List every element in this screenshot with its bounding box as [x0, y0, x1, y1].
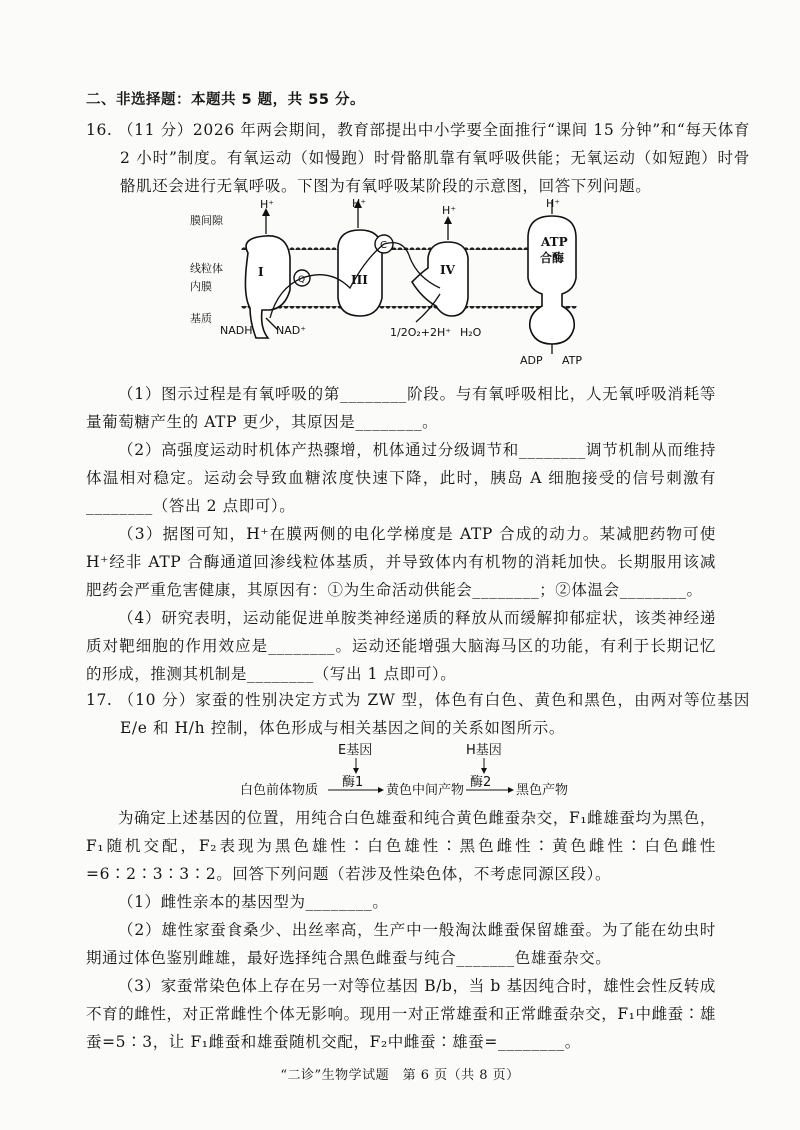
- question-16-sub1: （1）图示过程是有氧呼吸的第________阶段。与有氧呼吸相比，人无氧呼吸消耗等量葡萄糖产生的 ATP 更少，其原因是________。: [86, 385, 716, 431]
- carrier-q-label: Q: [298, 275, 306, 285]
- oxygen-label: 1/2O₂+2H⁺: [390, 326, 452, 339]
- atp-synthase-label-2: 合酶: [540, 251, 565, 265]
- h-plus-4: H⁺: [546, 198, 561, 210]
- electron-transport-diagram: [190, 198, 630, 370]
- nadh-label: NADH: [220, 324, 253, 337]
- page-footer: “二诊”生物学试题 第 6 页（共 8 页）: [280, 1068, 520, 1083]
- complex-1-label: I: [258, 265, 264, 279]
- question-17-sub1: （1）雌性亲本的基因型为________。: [118, 893, 389, 911]
- gene-e-label: E基因: [338, 743, 373, 758]
- respiration-figure: [190, 198, 630, 370]
- label-matrix: 基质: [190, 312, 212, 325]
- water-label: H₂O: [460, 326, 482, 339]
- body-color-pathway: [240, 740, 600, 804]
- black-product: 黑色产物: [516, 783, 569, 798]
- question-17-sub3: （3）家蚕常染色体上存在另一对等位基因 B/b，当 b 基因纯合时，雄性会性反转成不育的雌性，对正常雌性个体无影响。现用一对正常雄蚕和正常雌蚕杂交，F₁中雌蚕∶雄蚕=5∶3，让 F₁雌蚕和雄蚕随机交配，F₂中雌蚕∶雄蚕=________。: [86, 977, 716, 1051]
- nad-plus-label: NAD⁺: [276, 324, 307, 337]
- complex-4-label: IV: [440, 263, 455, 277]
- carrier-c-label: C: [380, 240, 387, 251]
- h-plus-2: H⁺: [352, 198, 367, 210]
- question-16-sub2: （2）高强度运动时机体产热骤增，机体通过分级调节和________调节机制从而维持体温相对稳定。运动会导致血糖浓度快速下降，此时，胰岛 A 细胞接受的信号刺激有________（答出 2 点即可）。: [86, 441, 716, 515]
- enzyme-1-label: 酶1: [342, 775, 364, 790]
- label-inner-membrane-1: 线粒体: [190, 262, 223, 275]
- label-inner-membrane-2: 内膜: [190, 280, 212, 293]
- section-title: 二、非选择题：本题共 5 题，共 55 分。: [86, 92, 365, 108]
- question-16-sub4: （4）研究表明，运动能促进单胺类神经递质的释放从而缓解抑郁症状，该类神经递质对靶细胞的作用效应是________。运动还能增强大脑海马区的功能，有利于长期记忆的形成，推测其机制是________（写出 1 点即可）。: [86, 609, 716, 683]
- atp-synthase-label-1: ATP: [541, 235, 568, 249]
- label-intermembrane: 膜间隙: [190, 214, 223, 227]
- question-17-desc: 为确定上述基因的位置，用纯合白色雄蚕和纯合黄色雌蚕杂交，F₁雌雄蚕均为黑色，F₁随机交配，F₂表现为黑色雄性∶白色雄性∶黑色雌性∶黄色雌性∶白色雌性=6∶2∶3∶3∶2。回答下列问题（若涉及性染色体，不考虑同源区段）。: [86, 809, 716, 883]
- question-17-intro: 17. （10 分）家蚕的性别决定方式为 ZW 型，体色有白色、黄色和黑色，由两对等位基因 E/e 和 H/h 控制，体色形成与相关基因之间的关系如图所示。: [86, 691, 750, 737]
- question-17-sub2: （2）雄性家蚕食桑少、出丝率高，生产中一般淘汰雌蚕保留雄蚕。为了能在幼虫时期通过体色鉴别雌雄，最好选择纯合黑色雌蚕与纯合_______色雄蚕杂交。: [86, 921, 716, 967]
- white-precursor: 白色前体物质: [240, 783, 319, 798]
- h-plus-3: H⁺: [442, 204, 457, 217]
- adp-label: ADP: [520, 354, 543, 367]
- complex-1: [245, 236, 290, 338]
- question-16-sub3: （3）据图可知，H⁺在膜两侧的电化学梯度是 ATP 合成的动力。某减肥药物可使 H⁺经非 ATP 合酶通道回渗线粒体基质，并导致体内有机物的消耗加快。长期服用该减肥药会严重危害健康，其原因有：①为生命活动供能会________；②体温会________。: [86, 525, 716, 599]
- complex-3-label: III: [351, 273, 368, 287]
- atp-label: ATP: [562, 354, 583, 367]
- question-16-intro: 16. （11 分）2026 年两会期间，教育部提出中小学要全面推行“课间 15 分钟”和“每天体育 2 小时”制度。有氧运动（如慢跑）时骨骼肌靠有氧呼吸供能；无氧运动（如短跑）时骨骼肌还会进行无氧呼吸。下图为有氧呼吸某阶段的示意图，回答下列问题。: [86, 121, 750, 195]
- h-plus-1: H⁺: [260, 198, 275, 211]
- yellow-intermediate: 黄色中间产物: [386, 783, 465, 798]
- pathway-diagram: [240, 740, 600, 804]
- enzyme-2-label: 酶2: [470, 775, 492, 790]
- gene-h-label: H基因: [466, 743, 502, 758]
